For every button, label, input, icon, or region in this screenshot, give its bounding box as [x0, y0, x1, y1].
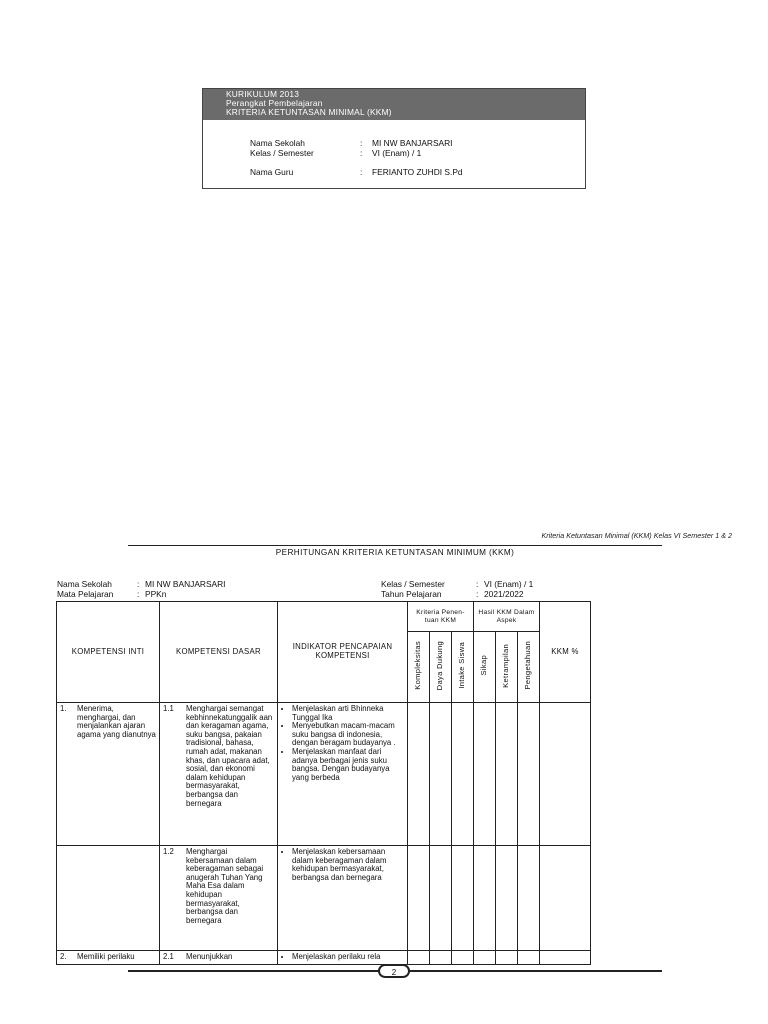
teacher-row: Nama Guru : FERIANTO ZUHDI S.Pd	[250, 167, 463, 177]
indicator-list	[281, 848, 404, 882]
score-cell	[496, 846, 518, 951]
school-label: Nama Sekolah	[250, 138, 305, 148]
header-keterampilan: Ketrampilan	[501, 643, 511, 688]
meta-class-value: VI (Enam) / 1	[484, 579, 534, 589]
header-kriteria-group: Kriteria Penen- tuan KKM	[408, 602, 474, 632]
indicator-item: • Menjelaskan arti Bhinneka Tunggal Ika	[292, 705, 404, 722]
running-header: Kriteria Ketuntasan Minimal (KKM) Kelas VI Semester 1 & 2	[541, 531, 732, 540]
header-kkm: KKM %	[540, 602, 591, 703]
score-cell	[496, 951, 518, 965]
ki-number: 2.	[60, 952, 67, 961]
score-cell	[408, 951, 430, 965]
school-value: MI NW BANJARSARI	[372, 138, 453, 148]
cover-header	[203, 89, 585, 120]
indicator-list	[281, 953, 404, 962]
kd-text: Menghargai semangat kebhinnekatunggalik aan dan keragaman agama, suku bangsa, pakaian tradisional, bahasa, rumah adat, makanan khas, dan upacara adat, sosial, dan ekonomi dalam kehidupan bermasyarakat, berbangsa dan bernegara	[186, 704, 273, 808]
header-daya-dukung: Daya Dukung	[435, 641, 445, 691]
table-row	[57, 846, 591, 951]
curriculum-label: KURIKULUM 2013	[226, 89, 300, 99]
meta-right: Kelas / Semester : VI (Enam) / 1 Tahun Pelajaran : 2021/2022	[381, 579, 534, 599]
table-row	[57, 703, 591, 846]
score-cell	[518, 951, 540, 965]
score-cell	[474, 703, 496, 846]
table-row	[57, 951, 591, 965]
score-cell	[430, 846, 452, 951]
class-row: Kelas / Semester : VI (Enam) / 1	[250, 147, 422, 158]
teacher-label: Nama Guru	[250, 167, 294, 177]
class-value: VI (Enam) / 1	[372, 147, 422, 158]
meta-class-label: Kelas / Semester	[381, 579, 445, 589]
indicator-item: • Menjelaskan manfaat dari adanya berbagai jenis suku bangsa. Dengan budayanya yang berbeda	[292, 748, 404, 782]
score-cell	[474, 846, 496, 951]
meta-left: Nama Sekolah : MI NW BANJARSARI Mata Pelajaran : PPKn	[57, 579, 226, 599]
header-kd: KOMPETENSI DASAR	[160, 602, 278, 703]
score-cell	[452, 951, 474, 965]
score-cell	[518, 846, 540, 951]
indicator-item: • Menyebutkan macam-macam suku bangsa di indonesia, dengan beragam budayanya .	[292, 722, 404, 748]
header-rule	[128, 545, 662, 546]
meta-school-label: Nama Sekolah	[57, 579, 112, 589]
header-ipk: INDIKATOR PENCAPAIAN KOMPETENSI	[278, 602, 408, 703]
teacher-value: FERIANTO ZUHDI S.Pd	[372, 167, 463, 177]
header-hasil-group: Hasil KKM Dalam Aspek	[474, 602, 540, 632]
kd-number: 1.1	[163, 704, 174, 713]
score-cell	[452, 846, 474, 951]
kd-number: 1.2	[163, 847, 174, 856]
meta-year-value: 2021/2022	[484, 588, 524, 599]
header-sikap: Sikap	[479, 655, 489, 676]
header-pengetahuan: Pengetahuan	[523, 641, 533, 690]
page-number: 2	[378, 964, 410, 978]
kkm-table	[56, 601, 591, 965]
cover-details	[203, 120, 585, 178]
meta-subject-label: Mata Pelajaran	[57, 588, 114, 599]
class-label: Kelas / Semester	[250, 147, 314, 158]
score-cell	[540, 951, 591, 965]
meta-school-value: MI NW BANJARSARI	[145, 579, 226, 589]
score-cell	[518, 703, 540, 846]
score-cell	[540, 846, 591, 951]
cover-box	[202, 88, 586, 189]
score-cell	[452, 703, 474, 846]
meta-subject-value: PPKn	[145, 588, 167, 599]
ki-number: 1.	[60, 704, 67, 713]
score-cell	[430, 951, 452, 965]
score-cell	[408, 846, 430, 951]
header-ki: KOMPETENSI INTI	[57, 602, 160, 703]
page-title: PERHITUNGAN KRITERIA KETUNTASAN MINIMUM (KKM)	[275, 548, 515, 557]
document-set-label: Perangkat Pembelajaran	[226, 98, 323, 108]
ki-text: Memiliki perilaku	[77, 952, 135, 961]
indicator-list	[281, 705, 404, 782]
kd-number: 2.1	[163, 952, 174, 961]
kd-text: Menunjukkan	[186, 952, 233, 961]
score-cell	[474, 951, 496, 965]
ki-text: Menerima, menghargai, dan menjalankan ajaran agama yang dianutnya	[77, 704, 156, 739]
header-intake: Intake Siswa	[457, 642, 467, 690]
score-cell	[408, 703, 430, 846]
score-cell	[540, 703, 591, 846]
indicator-item: • Menjelaskan kebersamaan dalam keberagaman dalam kehidupan bermasyarakat, berbangsa dan bernegara	[292, 848, 404, 882]
indicator-item: • Menjelaskan perilaku rela	[292, 953, 404, 962]
header-kompleksitas: Kompleksitas	[413, 641, 423, 691]
score-cell	[430, 703, 452, 846]
document-title: KRITERIA KETUNTASAN MINIMAL (KKM)	[226, 107, 392, 117]
meta-year-label: Tahun Pelajaran	[381, 588, 442, 599]
score-cell	[496, 703, 518, 846]
school-row: Nama Sekolah : MI NW BANJARSARI	[250, 138, 453, 148]
kd-text: Menghargai kebersamaan dalam keberagaman sebagai anugerah Tuhan Yang Maha Esa dalam kehidupan bermasyarakat, berbangsa dan bernegara	[186, 847, 264, 925]
